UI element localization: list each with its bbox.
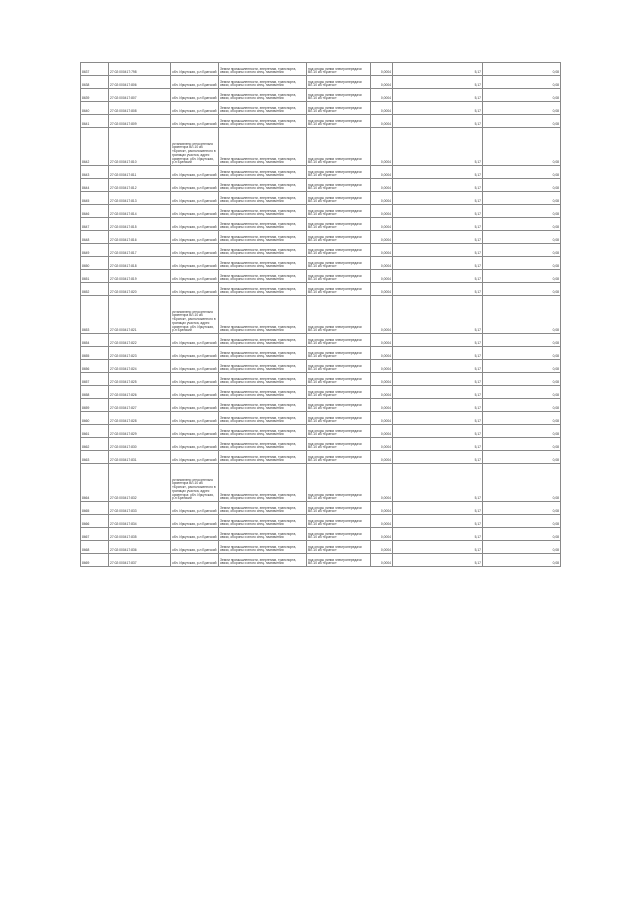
area-cell: 0,0004 <box>371 63 393 76</box>
permitted-use-cell: под опоры линии электропередачи ВЛ-10 кВ «Братск» <box>307 412 371 425</box>
row-number-cell: 8652 <box>81 283 109 296</box>
permitted-use-cell: под опоры линии электропередачи ВЛ-10 кВ «Братск» <box>307 76 371 89</box>
permitted-use-cell: под опоры линии электропередачи ВЛ-10 кВ «Братск» <box>307 425 371 438</box>
coefficient-cell: 5,17 <box>393 63 483 76</box>
land-category-cell: Земли промышленности, энергетики, транспорта, связи, обороны и иного спец. назначения <box>219 231 307 244</box>
cost-cell: 0,08 <box>483 270 561 283</box>
cadastral-number-cell: 27:02:000417:818 <box>109 257 171 270</box>
area-cell: 0,0004 <box>371 502 393 515</box>
address-cell: обл. Иркутская, р-н Братский <box>171 205 219 218</box>
area-cell: 0,0004 <box>371 464 393 502</box>
row-number-cell: 8666 <box>81 515 109 528</box>
cadastral-number-cell: 27:02:000417:836 <box>109 541 171 554</box>
cadastral-number-cell: 27:02:000417:827 <box>109 399 171 412</box>
cost-cell: 0,08 <box>483 283 561 296</box>
address-cell: обл. Иркутская, р-н Братский <box>171 63 219 76</box>
cost-cell: 0,08 <box>483 296 561 334</box>
land-category-cell: Земли промышленности, энергетики, транспорта, связи, обороны и иного спец. назначения <box>219 192 307 205</box>
land-category-cell: Земли промышленности, энергетики, транспорта, связи, обороны и иного спец. назначения <box>219 63 307 76</box>
row-number-cell: 8659 <box>81 399 109 412</box>
coefficient-cell: 5,17 <box>393 192 483 205</box>
permitted-use-cell: под опоры линии электропередачи ВЛ-10 кВ «Братск» <box>307 128 371 166</box>
address-cell: обл. Иркутская, р-н Братский <box>171 270 219 283</box>
table-row <box>81 502 561 515</box>
row-number-cell: 8668 <box>81 541 109 554</box>
coefficient-cell: 5,17 <box>393 283 483 296</box>
address-cell: обл. Иркутская, р-н Братский <box>171 554 219 567</box>
coefficient-cell: 5,17 <box>393 438 483 451</box>
table-row <box>81 412 561 425</box>
coefficient-cell: 5,17 <box>393 386 483 399</box>
permitted-use-cell: под опоры линии электропередачи ВЛ-10 кВ «Братск» <box>307 399 371 412</box>
row-number-cell: 8656 <box>81 360 109 373</box>
row-number-cell: 8637 <box>81 63 109 76</box>
area-cell: 0,0004 <box>371 283 393 296</box>
cost-cell: 0,08 <box>483 386 561 399</box>
address-cell: установлено относительно ориентира ВЛ-10 кВ «Братск», расположенного в границах участка, адрес ориентира: обл. Иркутская, р-н Братский <box>171 296 219 334</box>
cadastral-number-cell: 27:02:000417:811 <box>109 166 171 179</box>
cost-cell: 0,08 <box>483 115 561 128</box>
table-row <box>81 244 561 257</box>
cadastral-number-cell: 27:02:000417:815 <box>109 218 171 231</box>
land-category-cell: Земли промышленности, энергетики, транспорта, связи, обороны и иного спец. назначения <box>219 283 307 296</box>
area-cell: 0,0004 <box>371 296 393 334</box>
address-cell: обл. Иркутская, р-н Братский <box>171 360 219 373</box>
cadastral-number-cell: 27:02:000417:798 <box>109 63 171 76</box>
address-cell: обл. Иркутская, р-н Братский <box>171 399 219 412</box>
area-cell: 0,0004 <box>371 515 393 528</box>
permitted-use-cell: под опоры линии электропередачи ВЛ-10 кВ «Братск» <box>307 554 371 567</box>
land-category-cell: Земли промышленности, энергетики, транспорта, связи, обороны и иного спец. назначения <box>219 179 307 192</box>
table-row <box>81 360 561 373</box>
land-category-cell: Земли промышленности, энергетики, транспорта, связи, обороны и иного спец. назначения <box>219 425 307 438</box>
cadastral-number-cell: 27:02:000417:837 <box>109 554 171 567</box>
coefficient-cell: 5,17 <box>393 373 483 386</box>
cost-cell: 0,08 <box>483 373 561 386</box>
area-cell: 0,0004 <box>371 231 393 244</box>
cost-cell: 0,08 <box>483 192 561 205</box>
row-number-cell: 8658 <box>81 386 109 399</box>
address-cell: обл. Иркутская, р-н Братский <box>171 76 219 89</box>
land-category-cell: Земли промышленности, энергетики, транспорта, связи, обороны и иного спец. назначения <box>219 270 307 283</box>
table-row <box>81 128 561 166</box>
land-category-cell: Земли промышленности, энергетики, транспорта, связи, обороны и иного спец. назначения <box>219 115 307 128</box>
cadastral-number-cell: 27:02:000417:829 <box>109 425 171 438</box>
coefficient-cell: 5,17 <box>393 554 483 567</box>
permitted-use-cell: под опоры линии электропередачи ВЛ-10 кВ «Братск» <box>307 528 371 541</box>
area-cell: 0,0004 <box>371 205 393 218</box>
address-cell: обл. Иркутская, р-н Братский <box>171 179 219 192</box>
row-number-cell: 8657 <box>81 373 109 386</box>
permitted-use-cell: под опоры линии электропередачи ВЛ-10 кВ «Братск» <box>307 347 371 360</box>
address-cell: обл. Иркутская, р-н Братский <box>171 502 219 515</box>
cadastral-number-cell: 27:02:000417:806 <box>109 76 171 89</box>
area-cell: 0,0004 <box>371 89 393 102</box>
cadastral-number-cell: 27:02:000417:828 <box>109 412 171 425</box>
cost-cell: 0,08 <box>483 89 561 102</box>
row-number-cell: 8662 <box>81 438 109 451</box>
cadastral-number-cell: 27:02:000417:835 <box>109 528 171 541</box>
coefficient-cell: 5,17 <box>393 102 483 115</box>
permitted-use-cell: под опоры линии электропередачи ВЛ-10 кВ «Братск» <box>307 231 371 244</box>
table-row <box>81 115 561 128</box>
cadastral-number-cell: 27:02:000417:820 <box>109 283 171 296</box>
row-number-cell: 8645 <box>81 192 109 205</box>
land-category-cell: Земли промышленности, энергетики, транспорта, связи, обороны и иного спец. назначения <box>219 554 307 567</box>
cadastral-number-cell: 27:02:000417:810 <box>109 128 171 166</box>
area-cell: 0,0004 <box>371 115 393 128</box>
permitted-use-cell: под опоры линии электропередачи ВЛ-10 кВ «Братск» <box>307 102 371 115</box>
row-number-cell: 8650 <box>81 257 109 270</box>
permitted-use-cell: под опоры линии электропередачи ВЛ-10 кВ «Братск» <box>307 451 371 464</box>
cost-cell: 0,08 <box>483 541 561 554</box>
land-category-cell: Земли промышленности, энергетики, транспорта, связи, обороны и иного спец. назначения <box>219 438 307 451</box>
coefficient-cell: 5,17 <box>393 166 483 179</box>
cost-cell: 0,08 <box>483 257 561 270</box>
cost-cell: 0,08 <box>483 502 561 515</box>
coefficient-cell: 5,17 <box>393 244 483 257</box>
coefficient-cell: 5,17 <box>393 257 483 270</box>
permitted-use-cell: под опоры линии электропередачи ВЛ-10 кВ «Братск» <box>307 296 371 334</box>
cadastral-table <box>80 62 561 567</box>
table-row <box>81 334 561 347</box>
table-row <box>81 515 561 528</box>
land-category-cell: Земли промышленности, энергетики, транспорта, связи, обороны и иного спец. назначения <box>219 205 307 218</box>
address-cell: обл. Иркутская, р-н Братский <box>171 347 219 360</box>
permitted-use-cell: под опоры линии электропередачи ВЛ-10 кВ «Братск» <box>307 205 371 218</box>
address-cell: обл. Иркутская, р-н Братский <box>171 244 219 257</box>
row-number-cell: 8667 <box>81 528 109 541</box>
permitted-use-cell: под опоры линии электропередачи ВЛ-10 кВ «Братск» <box>307 89 371 102</box>
address-cell: обл. Иркутская, р-н Братский <box>171 115 219 128</box>
row-number-cell: 8663 <box>81 451 109 464</box>
row-number-cell: 8655 <box>81 347 109 360</box>
cadastral-number-cell: 27:02:000417:824 <box>109 360 171 373</box>
address-cell: обл. Иркутская, р-н Братский <box>171 515 219 528</box>
cost-cell: 0,08 <box>483 451 561 464</box>
row-number-cell: 8653 <box>81 296 109 334</box>
area-cell: 0,0004 <box>371 360 393 373</box>
row-number-cell: 8647 <box>81 218 109 231</box>
land-category-cell: Земли промышленности, энергетики, транспорта, связи, обороны и иного спец. назначения <box>219 102 307 115</box>
coefficient-cell: 5,17 <box>393 89 483 102</box>
coefficient-cell: 5,17 <box>393 541 483 554</box>
coefficient-cell: 5,17 <box>393 528 483 541</box>
address-cell: обл. Иркутская, р-н Братский <box>171 541 219 554</box>
permitted-use-cell: под опоры линии электропередачи ВЛ-10 кВ «Братск» <box>307 115 371 128</box>
row-number-cell: 8641 <box>81 115 109 128</box>
area-cell: 0,0004 <box>371 270 393 283</box>
cost-cell: 0,08 <box>483 334 561 347</box>
cost-cell: 0,08 <box>483 528 561 541</box>
land-category-cell: Земли промышленности, энергетики, транспорта, связи, обороны и иного спец. назначения <box>219 502 307 515</box>
row-number-cell: 8660 <box>81 412 109 425</box>
permitted-use-cell: под опоры линии электропередачи ВЛ-10 кВ «Братск» <box>307 502 371 515</box>
area-cell: 0,0004 <box>371 128 393 166</box>
row-number-cell: 8654 <box>81 334 109 347</box>
land-category-cell: Земли промышленности, энергетики, транспорта, связи, обороны и иного спец. назначения <box>219 257 307 270</box>
area-cell: 0,0004 <box>371 438 393 451</box>
table-row <box>81 399 561 412</box>
coefficient-cell: 5,17 <box>393 464 483 502</box>
row-number-cell: 8643 <box>81 166 109 179</box>
address-cell: обл. Иркутская, р-н Братский <box>171 412 219 425</box>
address-cell: обл. Иркутская, р-н Братский <box>171 192 219 205</box>
cost-cell: 0,08 <box>483 205 561 218</box>
address-cell: обл. Иркутская, р-н Братский <box>171 386 219 399</box>
land-category-cell: Земли промышленности, энергетики, транспорта, связи, обороны и иного спец. назначения <box>219 334 307 347</box>
cost-cell: 0,08 <box>483 166 561 179</box>
row-number-cell: 8646 <box>81 205 109 218</box>
cadastral-number-cell: 27:02:000417:816 <box>109 231 171 244</box>
table-row <box>81 179 561 192</box>
land-category-cell: Земли промышленности, энергетики, транспорта, связи, обороны и иного спец. назначения <box>219 528 307 541</box>
area-cell: 0,0004 <box>371 102 393 115</box>
permitted-use-cell: под опоры линии электропередачи ВЛ-10 кВ «Братск» <box>307 63 371 76</box>
table-row <box>81 89 561 102</box>
area-cell: 0,0004 <box>371 347 393 360</box>
land-category-cell: Земли промышленности, энергетики, транспорта, связи, обороны и иного спец. назначения <box>219 296 307 334</box>
address-cell: установлено относительно ориентира ВЛ-10 кВ «Братск», расположенного в границах участка, адрес ориентира: обл. Иркутская, р-н Братский <box>171 128 219 166</box>
permitted-use-cell: под опоры линии электропередачи ВЛ-10 кВ «Братск» <box>307 257 371 270</box>
land-category-cell: Земли промышленности, энергетики, транспорта, связи, обороны и иного спец. назначения <box>219 399 307 412</box>
table-row <box>81 270 561 283</box>
table-row <box>81 257 561 270</box>
area-cell: 0,0004 <box>371 554 393 567</box>
cost-cell: 0,08 <box>483 515 561 528</box>
address-cell: обл. Иркутская, р-н Братский <box>171 231 219 244</box>
permitted-use-cell: под опоры линии электропередачи ВЛ-10 кВ «Братск» <box>307 283 371 296</box>
row-number-cell: 8644 <box>81 179 109 192</box>
table-row <box>81 76 561 89</box>
area-cell: 0,0004 <box>371 76 393 89</box>
permitted-use-cell: под опоры линии электропередачи ВЛ-10 кВ «Братск» <box>307 515 371 528</box>
address-cell: обл. Иркутская, р-н Братский <box>171 89 219 102</box>
row-number-cell: 8651 <box>81 270 109 283</box>
area-cell: 0,0004 <box>371 192 393 205</box>
area-cell: 0,0004 <box>371 425 393 438</box>
table-row <box>81 283 561 296</box>
coefficient-cell: 5,17 <box>393 296 483 334</box>
coefficient-cell: 5,17 <box>393 360 483 373</box>
table-row <box>81 438 561 451</box>
permitted-use-cell: под опоры линии электропередачи ВЛ-10 кВ «Братск» <box>307 334 371 347</box>
area-cell: 0,0004 <box>371 257 393 270</box>
coefficient-cell: 5,17 <box>393 128 483 166</box>
address-cell: обл. Иркутская, р-н Братский <box>171 438 219 451</box>
land-category-cell: Земли промышленности, энергетики, транспорта, связи, обороны и иного спец. назначения <box>219 412 307 425</box>
cost-cell: 0,08 <box>483 76 561 89</box>
cadastral-number-cell: 27:02:000417:830 <box>109 438 171 451</box>
cost-cell: 0,08 <box>483 425 561 438</box>
coefficient-cell: 5,17 <box>393 231 483 244</box>
coefficient-cell: 5,17 <box>393 334 483 347</box>
row-number-cell: 8649 <box>81 244 109 257</box>
permitted-use-cell: под опоры линии электропередачи ВЛ-10 кВ «Братск» <box>307 244 371 257</box>
permitted-use-cell: под опоры линии электропередачи ВЛ-10 кВ «Братск» <box>307 464 371 502</box>
cadastral-number-cell: 27:02:000417:831 <box>109 451 171 464</box>
coefficient-cell: 5,17 <box>393 399 483 412</box>
row-number-cell: 8648 <box>81 231 109 244</box>
cadastral-number-cell: 27:02:000417:814 <box>109 205 171 218</box>
cadastral-number-cell: 27:02:000417:822 <box>109 334 171 347</box>
table-row <box>81 192 561 205</box>
row-number-cell: 8664 <box>81 464 109 502</box>
area-cell: 0,0004 <box>371 218 393 231</box>
cost-cell: 0,08 <box>483 412 561 425</box>
cadastral-number-cell: 27:02:000417:819 <box>109 270 171 283</box>
permitted-use-cell: под опоры линии электропередачи ВЛ-10 кВ «Братск» <box>307 438 371 451</box>
address-cell: обл. Иркутская, р-н Братский <box>171 451 219 464</box>
cost-cell: 0,08 <box>483 399 561 412</box>
land-category-cell: Земли промышленности, энергетики, транспорта, связи, обороны и иного спец. назначения <box>219 76 307 89</box>
area-cell: 0,0004 <box>371 528 393 541</box>
cadastral-number-cell: 27:02:000417:821 <box>109 296 171 334</box>
permitted-use-cell: под опоры линии электропередачи ВЛ-10 кВ «Братск» <box>307 360 371 373</box>
permitted-use-cell: под опоры линии электропередачи ВЛ-10 кВ «Братск» <box>307 541 371 554</box>
cadastral-number-cell: 27:02:000417:813 <box>109 192 171 205</box>
row-number-cell: 8639 <box>81 89 109 102</box>
area-cell: 0,0004 <box>371 412 393 425</box>
land-category-cell: Земли промышленности, энергетики, транспорта, связи, обороны и иного спец. назначения <box>219 347 307 360</box>
area-cell: 0,0004 <box>371 451 393 464</box>
address-cell: обл. Иркутская, р-н Братский <box>171 373 219 386</box>
cadastral-number-cell: 27:02:000417:825 <box>109 373 171 386</box>
land-category-cell: Земли промышленности, энергетики, транспорта, связи, обороны и иного спец. назначения <box>219 541 307 554</box>
cadastral-number-cell: 27:02:000417:832 <box>109 464 171 502</box>
table-row <box>81 231 561 244</box>
address-cell: обл. Иркутская, р-н Братский <box>171 102 219 115</box>
cost-cell: 0,08 <box>483 244 561 257</box>
address-cell: обл. Иркутская, р-н Братский <box>171 166 219 179</box>
land-category-cell: Земли промышленности, энергетики, транспорта, связи, обороны и иного спец. назначения <box>219 166 307 179</box>
land-category-cell: Земли промышленности, энергетики, транспорта, связи, обороны и иного спец. назначения <box>219 451 307 464</box>
cadastral-number-cell: 27:02:000417:834 <box>109 515 171 528</box>
coefficient-cell: 5,17 <box>393 179 483 192</box>
permitted-use-cell: под опоры линии электропередачи ВЛ-10 кВ «Братск» <box>307 270 371 283</box>
coefficient-cell: 5,17 <box>393 115 483 128</box>
address-cell: обл. Иркутская, р-н Братский <box>171 218 219 231</box>
address-cell: обл. Иркутская, р-н Братский <box>171 283 219 296</box>
table-row <box>81 451 561 464</box>
table-row <box>81 218 561 231</box>
cost-cell: 0,08 <box>483 360 561 373</box>
land-category-cell: Земли промышленности, энергетики, транспорта, связи, обороны и иного спец. назначения <box>219 386 307 399</box>
area-cell: 0,0004 <box>371 386 393 399</box>
coefficient-cell: 5,17 <box>393 76 483 89</box>
coefficient-cell: 5,17 <box>393 218 483 231</box>
table-row <box>81 205 561 218</box>
table-row <box>81 373 561 386</box>
table-row <box>81 554 561 567</box>
land-category-cell: Земли промышленности, энергетики, транспорта, связи, обороны и иного спец. назначения <box>219 360 307 373</box>
cost-cell: 0,08 <box>483 218 561 231</box>
table-row <box>81 528 561 541</box>
address-cell: обл. Иркутская, р-н Братский <box>171 334 219 347</box>
land-category-cell: Земли промышленности, энергетики, транспорта, связи, обороны и иного спец. назначения <box>219 128 307 166</box>
address-cell: обл. Иркутская, р-н Братский <box>171 425 219 438</box>
coefficient-cell: 5,17 <box>393 502 483 515</box>
coefficient-cell: 5,17 <box>393 205 483 218</box>
coefficient-cell: 5,17 <box>393 425 483 438</box>
table-row <box>81 347 561 360</box>
permitted-use-cell: под опоры линии электропередачи ВЛ-10 кВ «Братск» <box>307 192 371 205</box>
row-number-cell: 8661 <box>81 425 109 438</box>
row-number-cell: 8669 <box>81 554 109 567</box>
land-category-cell: Земли промышленности, энергетики, транспорта, связи, обороны и иного спец. назначения <box>219 218 307 231</box>
address-cell: установлено относительно ориентира ВЛ-10 кВ «Братск», расположенного в границах участка, адрес ориентира: обл. Иркутская, р-н Братский <box>171 464 219 502</box>
cadastral-number-cell: 27:02:000417:812 <box>109 179 171 192</box>
table-row <box>81 63 561 76</box>
table-row <box>81 425 561 438</box>
row-number-cell: 8642 <box>81 128 109 166</box>
permitted-use-cell: под опоры линии электропередачи ВЛ-10 кВ «Братск» <box>307 166 371 179</box>
permitted-use-cell: под опоры линии электропередачи ВЛ-10 кВ «Братск» <box>307 218 371 231</box>
area-cell: 0,0004 <box>371 399 393 412</box>
cadastral-number-cell: 27:02:000417:808 <box>109 102 171 115</box>
permitted-use-cell: под опоры линии электропередачи ВЛ-10 кВ «Братск» <box>307 386 371 399</box>
coefficient-cell: 5,17 <box>393 347 483 360</box>
table-row <box>81 102 561 115</box>
table-row <box>81 386 561 399</box>
land-category-cell: Земли промышленности, энергетики, транспорта, связи, обороны и иного спец. назначения <box>219 89 307 102</box>
coefficient-cell: 5,17 <box>393 515 483 528</box>
cadastral-number-cell: 27:02:000417:823 <box>109 347 171 360</box>
row-number-cell: 8640 <box>81 102 109 115</box>
coefficient-cell: 5,17 <box>393 270 483 283</box>
cadastral-number-cell: 27:02:000417:833 <box>109 502 171 515</box>
cost-cell: 0,08 <box>483 347 561 360</box>
cadastral-number-cell: 27:02:000417:807 <box>109 89 171 102</box>
land-category-cell: Земли промышленности, энергетики, транспорта, связи, обороны и иного спец. назначения <box>219 244 307 257</box>
land-category-cell: Земли промышленности, энергетики, транспорта, связи, обороны и иного спец. назначения <box>219 515 307 528</box>
coefficient-cell: 5,17 <box>393 412 483 425</box>
cost-cell: 0,08 <box>483 128 561 166</box>
land-category-cell: Земли промышленности, энергетики, транспорта, связи, обороны и иного спец. назначения <box>219 464 307 502</box>
area-cell: 0,0004 <box>371 166 393 179</box>
document-sheet <box>80 62 560 567</box>
area-cell: 0,0004 <box>371 541 393 554</box>
area-cell: 0,0004 <box>371 244 393 257</box>
cost-cell: 0,08 <box>483 231 561 244</box>
table-row <box>81 166 561 179</box>
cadastral-number-cell: 27:02:000417:817 <box>109 244 171 257</box>
cost-cell: 0,08 <box>483 179 561 192</box>
cost-cell: 0,08 <box>483 464 561 502</box>
coefficient-cell: 5,17 <box>393 451 483 464</box>
permitted-use-cell: под опоры линии электропередачи ВЛ-10 кВ «Братск» <box>307 179 371 192</box>
permitted-use-cell: под опоры линии электропередачи ВЛ-10 кВ «Братск» <box>307 373 371 386</box>
cadastral-number-cell: 27:02:000417:809 <box>109 115 171 128</box>
cost-cell: 0,08 <box>483 102 561 115</box>
address-cell: обл. Иркутская, р-н Братский <box>171 257 219 270</box>
row-number-cell: 8638 <box>81 76 109 89</box>
table-row <box>81 464 561 502</box>
area-cell: 0,0004 <box>371 373 393 386</box>
row-number-cell: 8665 <box>81 502 109 515</box>
table-row <box>81 541 561 554</box>
cost-cell: 0,08 <box>483 63 561 76</box>
land-category-cell: Земли промышленности, энергетики, транспорта, связи, обороны и иного спец. назначения <box>219 373 307 386</box>
cadastral-number-cell: 27:02:000417:826 <box>109 386 171 399</box>
table-row <box>81 296 561 334</box>
cost-cell: 0,08 <box>483 438 561 451</box>
area-cell: 0,0004 <box>371 179 393 192</box>
area-cell: 0,0004 <box>371 334 393 347</box>
cost-cell: 0,08 <box>483 554 561 567</box>
address-cell: обл. Иркутская, р-н Братский <box>171 528 219 541</box>
